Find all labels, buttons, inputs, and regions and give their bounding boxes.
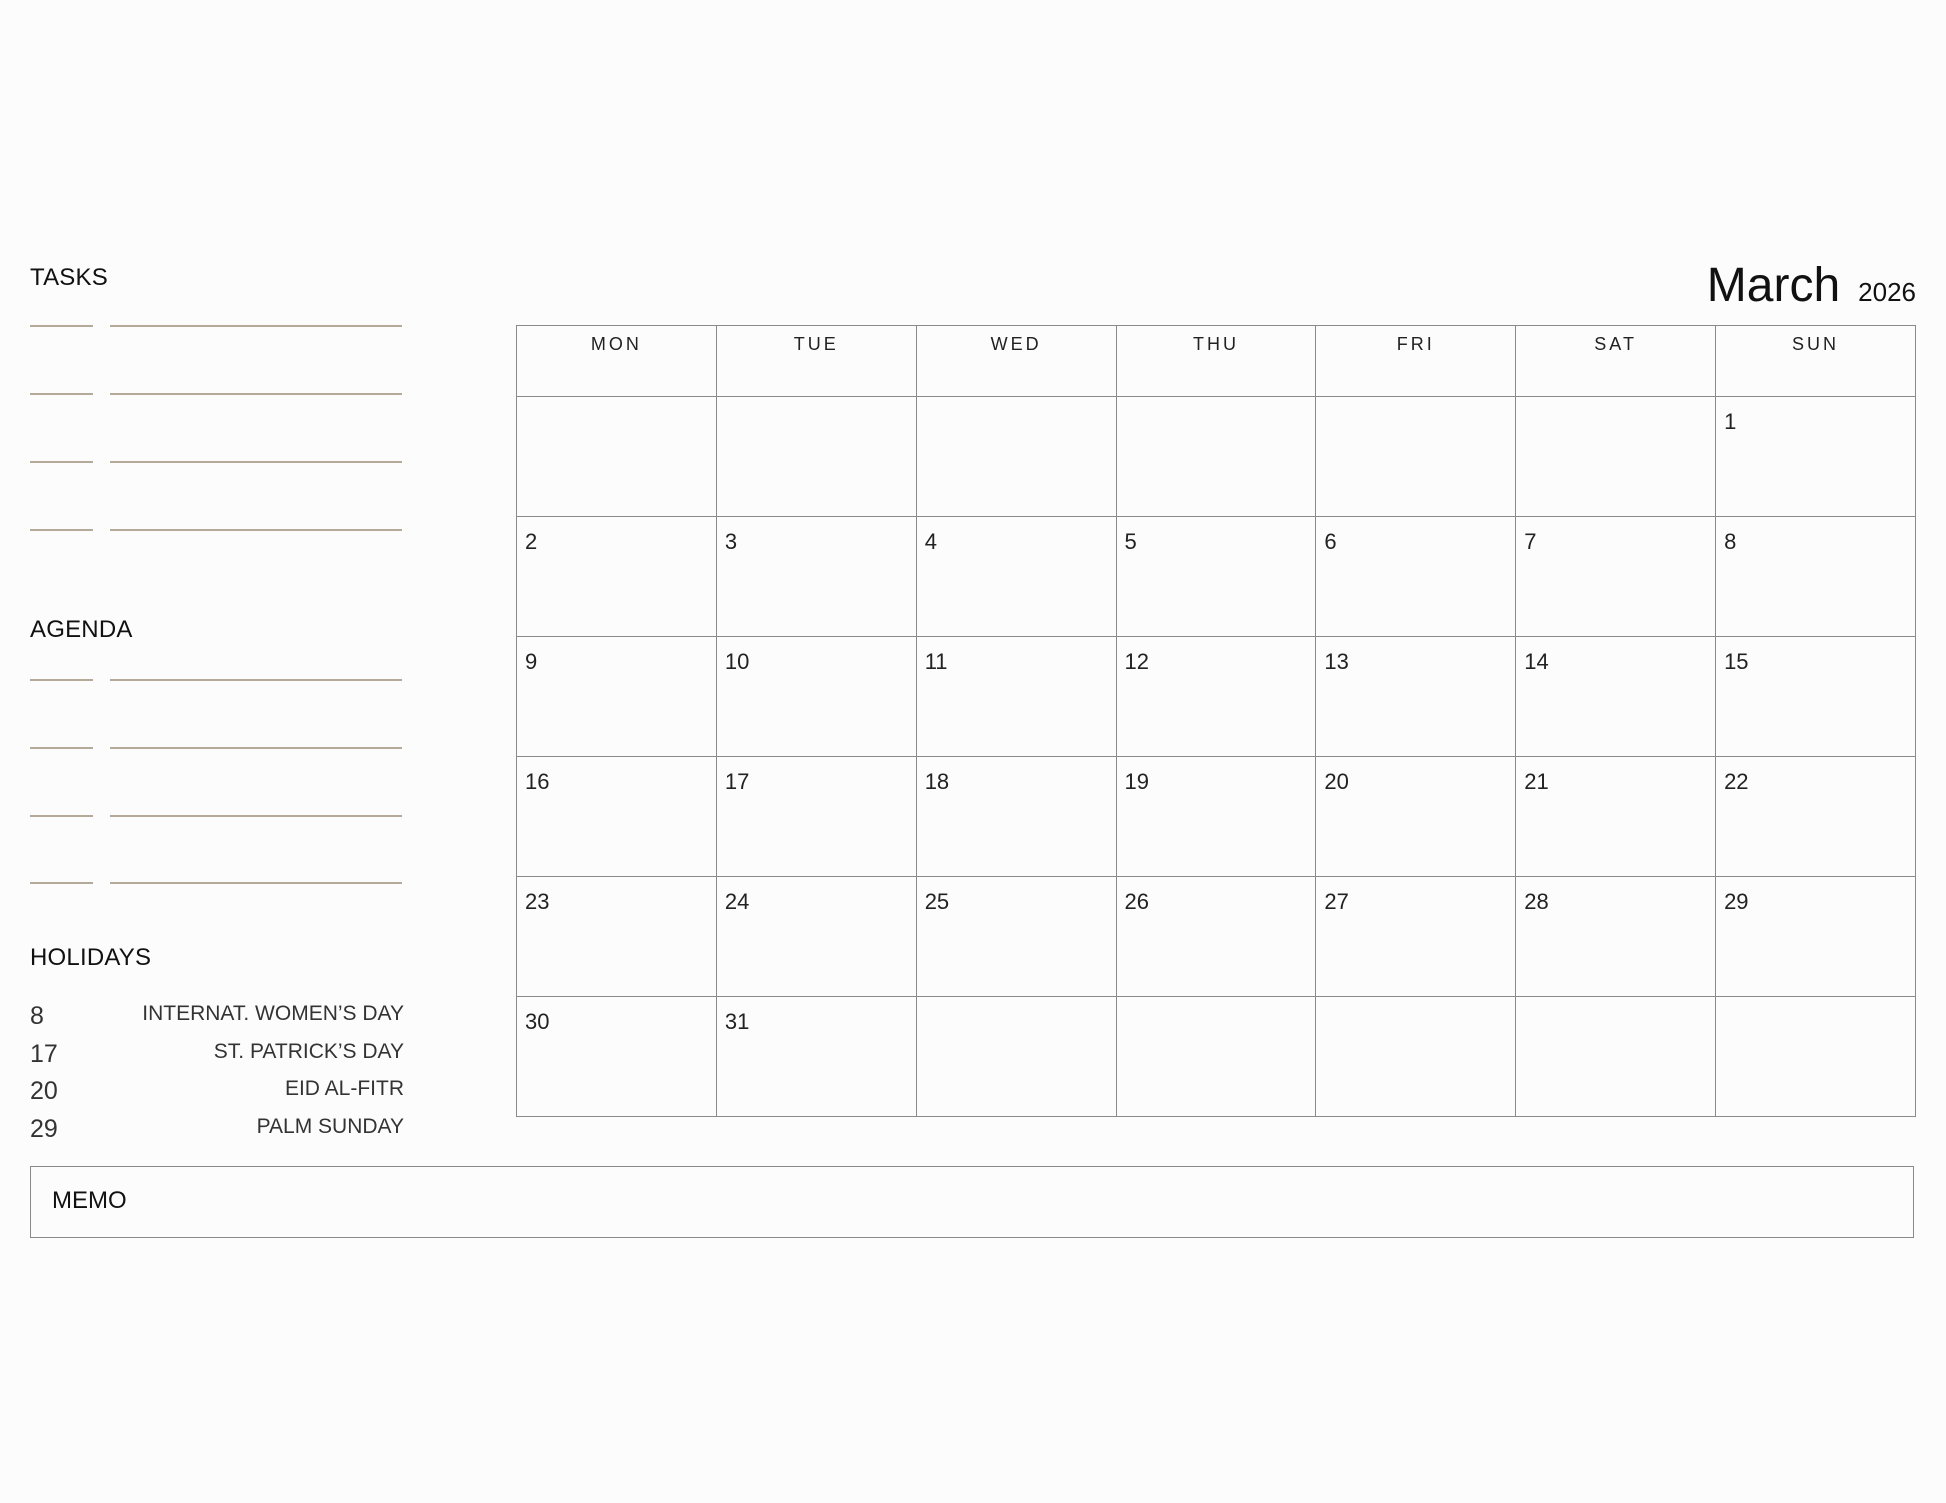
day-cell[interactable]	[716, 517, 916, 637]
day-number: 25	[924, 889, 950, 914]
day-number: 19	[1124, 769, 1150, 794]
holiday-item	[30, 1075, 404, 1113]
day-number	[1516, 997, 1715, 1009]
day-number: 9	[525, 649, 538, 674]
weekday-header: TUE	[716, 326, 916, 397]
agenda-line[interactable]	[30, 747, 402, 749]
day-cell[interactable]	[716, 637, 916, 757]
day-number: 28	[1524, 889, 1549, 914]
day-cell[interactable]	[1116, 637, 1316, 757]
day-number: 7	[1524, 529, 1537, 554]
holiday-name: EID AL-FITR	[284, 1077, 404, 1100]
day-cell[interactable]	[1316, 637, 1516, 757]
weekday-header: SUN	[1716, 326, 1916, 397]
agenda-title: AGENDA	[30, 616, 133, 643]
day-cell[interactable]	[1316, 757, 1516, 877]
weekday-header: THU	[1116, 326, 1316, 397]
day-cell[interactable]	[716, 397, 916, 517]
day-cell[interactable]	[916, 637, 1116, 757]
day-number: 10	[724, 649, 750, 674]
year-label: 2026	[1858, 277, 1916, 307]
day-cell[interactable]	[1116, 997, 1316, 1117]
task-line[interactable]	[30, 325, 402, 327]
day-number: 26	[1124, 889, 1150, 914]
agenda-line[interactable]	[30, 882, 402, 884]
day-cell[interactable]	[1116, 397, 1316, 517]
day-number: 12	[1124, 649, 1150, 674]
day-cell[interactable]	[1116, 877, 1316, 997]
day-number: 6	[1324, 529, 1337, 554]
day-cell[interactable]	[1716, 757, 1916, 877]
day-number: 2	[525, 529, 538, 554]
task-line[interactable]	[30, 393, 402, 395]
day-number	[917, 997, 1116, 1009]
holiday-day: 8	[30, 1002, 44, 1030]
day-number: 14	[1524, 649, 1549, 674]
day-cell[interactable]	[517, 517, 717, 637]
day-number: 1	[1724, 409, 1737, 434]
day-cell[interactable]	[1716, 637, 1916, 757]
memo-label: MEMO	[52, 1187, 127, 1214]
day-number: 8	[1724, 529, 1737, 554]
day-cell[interactable]	[1516, 757, 1716, 877]
weekday-header-row	[517, 326, 1916, 397]
day-cell[interactable]	[916, 517, 1116, 637]
weekday-header: MON	[517, 326, 717, 397]
day-cell[interactable]	[1716, 877, 1916, 997]
tasks-title: TASKS	[30, 264, 108, 291]
holiday-day: 29	[30, 1114, 58, 1143]
agenda-line[interactable]	[30, 679, 402, 681]
calendar-grid	[516, 325, 1916, 1117]
day-number	[1117, 397, 1316, 409]
day-cell[interactable]	[716, 877, 916, 997]
holiday-name: INTERNAT. WOMEN’S DAY	[142, 1002, 404, 1025]
day-cell[interactable]	[716, 997, 916, 1117]
task-line[interactable]	[30, 529, 402, 531]
day-number: 17	[724, 769, 750, 794]
task-line[interactable]	[30, 461, 402, 463]
holiday-item	[30, 1000, 404, 1038]
day-number: 30	[525, 1009, 550, 1034]
day-number	[1316, 997, 1515, 1009]
day-cell[interactable]	[517, 877, 717, 997]
holiday-name: ST. PATRICK’S DAY	[213, 1039, 404, 1063]
week-row	[517, 997, 1916, 1117]
month-title: March	[1706, 259, 1841, 312]
day-cell[interactable]	[517, 637, 717, 757]
day-cell[interactable]	[1116, 757, 1316, 877]
week-row	[517, 877, 1916, 997]
day-number: 11	[924, 649, 948, 674]
week-row	[517, 517, 1916, 637]
memo-box[interactable]	[30, 1166, 1914, 1238]
holiday-day: 17	[30, 1039, 58, 1068]
week-row	[517, 397, 1916, 517]
day-number: 18	[924, 769, 950, 794]
day-number: 3	[724, 529, 738, 554]
day-number	[717, 397, 916, 409]
week-row	[517, 757, 1916, 877]
day-number: 29	[1724, 889, 1749, 914]
day-number: 5	[1124, 529, 1137, 554]
day-number: 13	[1324, 649, 1349, 674]
weekday-header: FRI	[1316, 326, 1516, 397]
day-number	[517, 397, 716, 409]
day-number	[1316, 397, 1515, 409]
day-number: 21	[1524, 769, 1549, 794]
day-cell[interactable]	[1716, 997, 1916, 1117]
day-number: 20	[1324, 769, 1349, 794]
day-number: 15	[1724, 649, 1749, 674]
day-cell[interactable]	[1316, 517, 1516, 637]
holiday-name: PALM SUNDAY	[256, 1114, 404, 1138]
holiday-item	[30, 1113, 404, 1151]
weekday-header: WED	[916, 326, 1116, 397]
day-number	[1716, 997, 1915, 1009]
agenda-line[interactable]	[30, 815, 402, 817]
day-number: 22	[1724, 769, 1749, 794]
day-cell[interactable]	[1316, 877, 1516, 997]
holiday-item	[30, 1038, 404, 1076]
day-cell[interactable]	[1516, 997, 1716, 1117]
day-number: 27	[1324, 889, 1349, 914]
day-number	[917, 397, 1116, 409]
day-cell[interactable]	[517, 757, 717, 877]
day-cell[interactable]	[916, 997, 1116, 1117]
holidays-list	[30, 1000, 404, 1150]
day-cell[interactable]	[1516, 517, 1716, 637]
day-cell[interactable]	[517, 397, 717, 517]
day-number: 4	[924, 529, 937, 554]
day-number: 16	[525, 769, 550, 794]
day-number: 24	[724, 889, 750, 914]
weekday-header: SAT	[1516, 326, 1716, 397]
month-header	[1707, 258, 1916, 313]
day-number: 31	[724, 1009, 750, 1034]
holidays-title: HOLIDAYS	[30, 944, 152, 971]
day-cell[interactable]	[1516, 637, 1716, 757]
day-cell[interactable]	[1716, 517, 1916, 637]
day-number	[1516, 397, 1715, 409]
day-cell[interactable]	[916, 397, 1116, 517]
day-cell[interactable]	[916, 877, 1116, 997]
day-cell[interactable]	[1516, 877, 1716, 997]
day-number: 23	[525, 889, 550, 914]
day-cell[interactable]	[716, 757, 916, 877]
day-cell[interactable]	[1516, 397, 1716, 517]
day-cell[interactable]	[1116, 517, 1316, 637]
holiday-day: 20	[30, 1077, 58, 1105]
day-cell[interactable]	[517, 997, 717, 1117]
day-cell[interactable]	[916, 757, 1116, 877]
day-cell[interactable]	[1316, 997, 1516, 1117]
day-cell[interactable]	[1316, 397, 1516, 517]
week-row	[517, 637, 1916, 757]
day-cell[interactable]	[1716, 397, 1916, 517]
day-number	[1117, 997, 1316, 1009]
